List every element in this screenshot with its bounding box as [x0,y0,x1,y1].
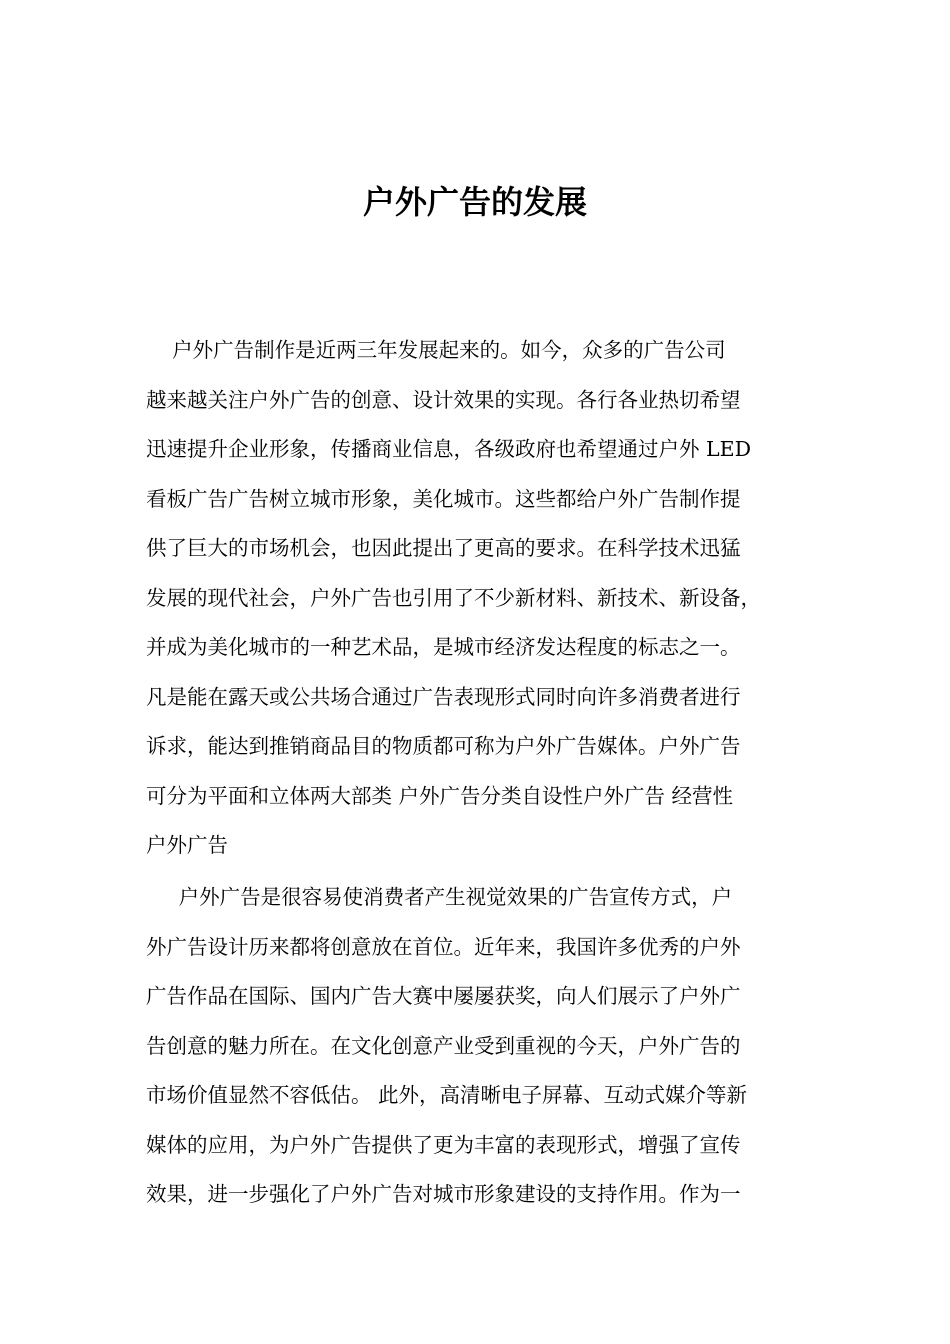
text-line: 凡是能在露天或公共场合通过广告表现形式同时向许多消费者进行 [146,684,741,709]
text-line: 户外广告 [146,833,228,857]
text-line: 迅速提升企业形象，传播商业信息，各级政府也希望通过户外 LED [146,437,752,461]
text-line: 广告作品在国际、国内广告大赛中屡屡获奖，向人们展示了户外广 [146,984,741,1008]
text-line: 看板广告广告树立城市形象，美化城市。这些都给户外广告制作提 [146,486,741,511]
text-line: 效果，进一步强化了户外广告对城市形象建设的支持作用。作为一 [146,1182,741,1206]
text-line: 外广告设计历来都将创意放在首位。近年来，我国许多优秀的户外 [146,934,741,959]
text-line: 告创意的魅力所在。在文化创意产业受到重视的今天，户外广告的 [146,1033,741,1058]
text-line: 市场价值显然不容低估。 此外，高清晰电子屏幕、互动式媒介等新 [146,1083,748,1107]
text-line: 可分为平面和立体两大部类 户外广告分类自设性户外广告 经营性 [146,783,734,808]
text-line: 并成为美化城市的一种艺术品，是城市经济发达程度的标志之一。 [146,635,741,659]
text-line: 户外广告制作是近两三年发展起来的。如今，众多的广告公司 [146,338,726,362]
text-line: 诉求，能达到推销商品目的物质都可称为户外广告媒体。户外广告 [146,734,741,758]
text-line: 户外广告是很容易使消费者产生视觉效果的广告宣传方式，户 [146,885,733,909]
document-title: 户外广告的发展 [362,183,587,221]
text-line: 越来越关注户外广告的创意、设计效果的实现。各行各业热切希望 [146,387,741,412]
paragraph-2 [146,873,806,1220]
text-line: 供了巨大的市场机会，也因此提出了更高的要求。在科学技术迅猛 [146,536,741,560]
paragraph-1 [146,326,806,871]
text-line: 媒体的应用，为户外广告提供了更为丰富的表现形式，增强了宣传 [146,1132,741,1157]
text-line: 发展的现代社会，户外广告也引用了不少新材料、新技术、新设备， [146,585,761,610]
